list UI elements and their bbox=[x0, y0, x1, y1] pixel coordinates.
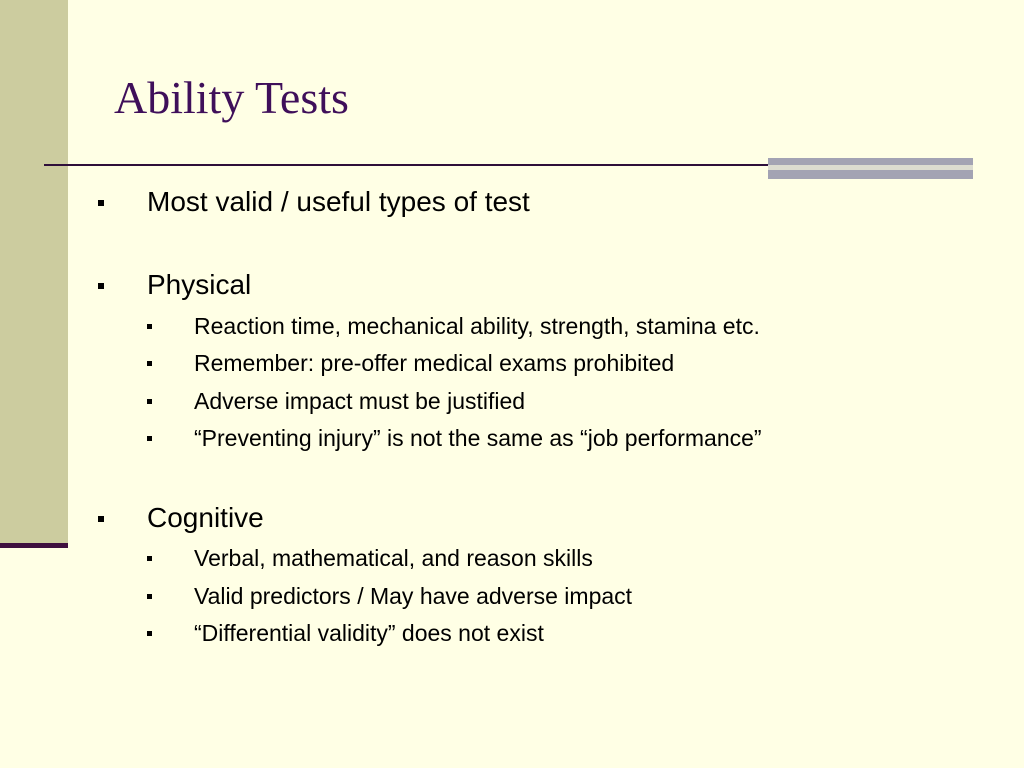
sub-bullet-item bbox=[194, 387, 525, 415]
bullet-item bbox=[147, 185, 530, 219]
square-bullet-icon bbox=[147, 361, 152, 366]
square-bullet-icon bbox=[147, 324, 152, 329]
square-bullet-icon bbox=[147, 436, 152, 441]
sub-bullet-text: “Preventing injury” is not the same as “job performance” bbox=[194, 425, 762, 451]
sub-bullet-text: Remember: pre-offer medical exams prohibited bbox=[194, 350, 675, 376]
square-bullet-icon bbox=[147, 594, 152, 599]
slide-title: Ability Tests bbox=[114, 72, 349, 123]
sub-bullet-item bbox=[194, 349, 674, 377]
square-bullet-icon bbox=[98, 200, 104, 206]
square-bullet-icon bbox=[98, 283, 104, 289]
sub-bullet-text: “Differential validity” does not exist bbox=[194, 620, 544, 646]
square-bullet-icon bbox=[98, 516, 104, 522]
bullet-item bbox=[147, 501, 264, 535]
sub-bullet-item bbox=[194, 544, 593, 572]
sub-bullet-text: Verbal, mathematical, and reason skills bbox=[194, 545, 593, 571]
square-bullet-icon bbox=[147, 556, 152, 561]
sub-bullet-text: Adverse impact must be justified bbox=[194, 388, 526, 414]
square-bullet-icon bbox=[147, 399, 152, 404]
sub-bullet-text: Valid predictors / May have adverse impact bbox=[194, 583, 633, 609]
bullet-text: Cognitive bbox=[147, 502, 264, 533]
bullet-text: Physical bbox=[147, 269, 252, 300]
sub-bullet-item bbox=[194, 619, 544, 647]
sub-bullet-item bbox=[194, 582, 632, 610]
sub-bullet-item bbox=[194, 312, 760, 340]
bullet-text: Most valid / useful types of test bbox=[147, 186, 530, 217]
square-bullet-icon bbox=[147, 631, 152, 636]
bullet-item bbox=[147, 268, 251, 302]
sub-bullet-text: Reaction time, mechanical ability, strength, stamina etc. bbox=[194, 313, 760, 339]
sub-bullet-item bbox=[194, 424, 762, 452]
